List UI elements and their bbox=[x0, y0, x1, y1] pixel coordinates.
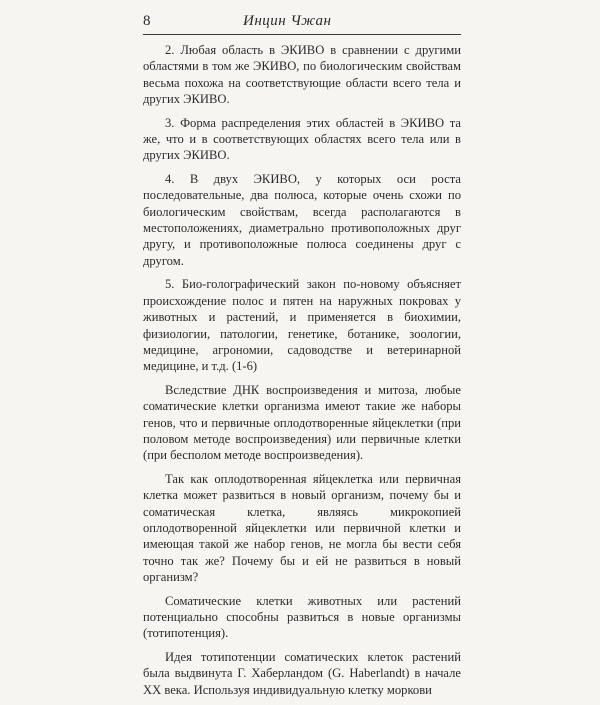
paragraph-haberlandt: Идея тотипотенции соматических клеток растений была выдвинута Г. Хаберландом (G. Haberlandt) в начале XX века. Используя индивидуальную клетку моркови bbox=[143, 649, 461, 697]
running-head-author: Инцин Чжан bbox=[243, 13, 332, 29]
page-body bbox=[143, 42, 461, 705]
paragraph-totipotency: Соматические клетки животных или растений потенциально способны развиться в новые организмы (тотипотенция). bbox=[143, 593, 461, 641]
paragraph-fertilized-cell: Так как оплодотворенная яйцеклетка или первичная клетка может развиться в новый организм, почему бы и соматическая клетка, являясь микрокопией оплодотворенной яйцеклетки или первичной клетки и имеющая такой же набор генов, не могла бы вести себя точно так же? Почему бы и ей не развиться в новый организм? bbox=[143, 471, 461, 585]
paragraph-item-4: 4. В двух ЭКИВО, у которых оси роста последовательные, два полюса, которые очень схожи по биологическим свойствам, всегда располагаются в местоположениях, диаметрально противоположных друг другу, и противоположные полюса соединены друг с другом. bbox=[143, 171, 461, 268]
paragraph-item-2: 2. Любая область в ЭКИВО в сравнении с другими областями в том же ЭКИВО, по биологическим свойствам весьма похожа на соответствующие области всего тела и других ЭКИВО. bbox=[143, 43, 461, 107]
page-header bbox=[143, 10, 461, 35]
page-number: 8 bbox=[143, 13, 151, 29]
paragraph-dna: Вследствие ДНК воспроизведения и митоза, любые соматические клетки организма имеют такие же наборы генов, что и первичные оплодотворенные яйцеклетки (при половом методе воспроизведения) или первичные клетки (при бесполом методе воспроизведения). bbox=[143, 382, 461, 463]
paragraph-item-3: 3. Форма распределения этих областей в ЭКИВО та же, что и в соответствующих областях всего тела или в других ЭКИВО. bbox=[143, 115, 461, 163]
paragraph-item-5: 5. Био-голографический закон по-новому объясняет происхождение полос и пятен на наружных покровах у животных и растений, и применяется в биохимии, физиологии, патологии, генетике, ботанике, зоологии, медицине, агрономии, садоводстве и ветеринарной медицине, и т.д. (1-6) bbox=[143, 277, 461, 374]
